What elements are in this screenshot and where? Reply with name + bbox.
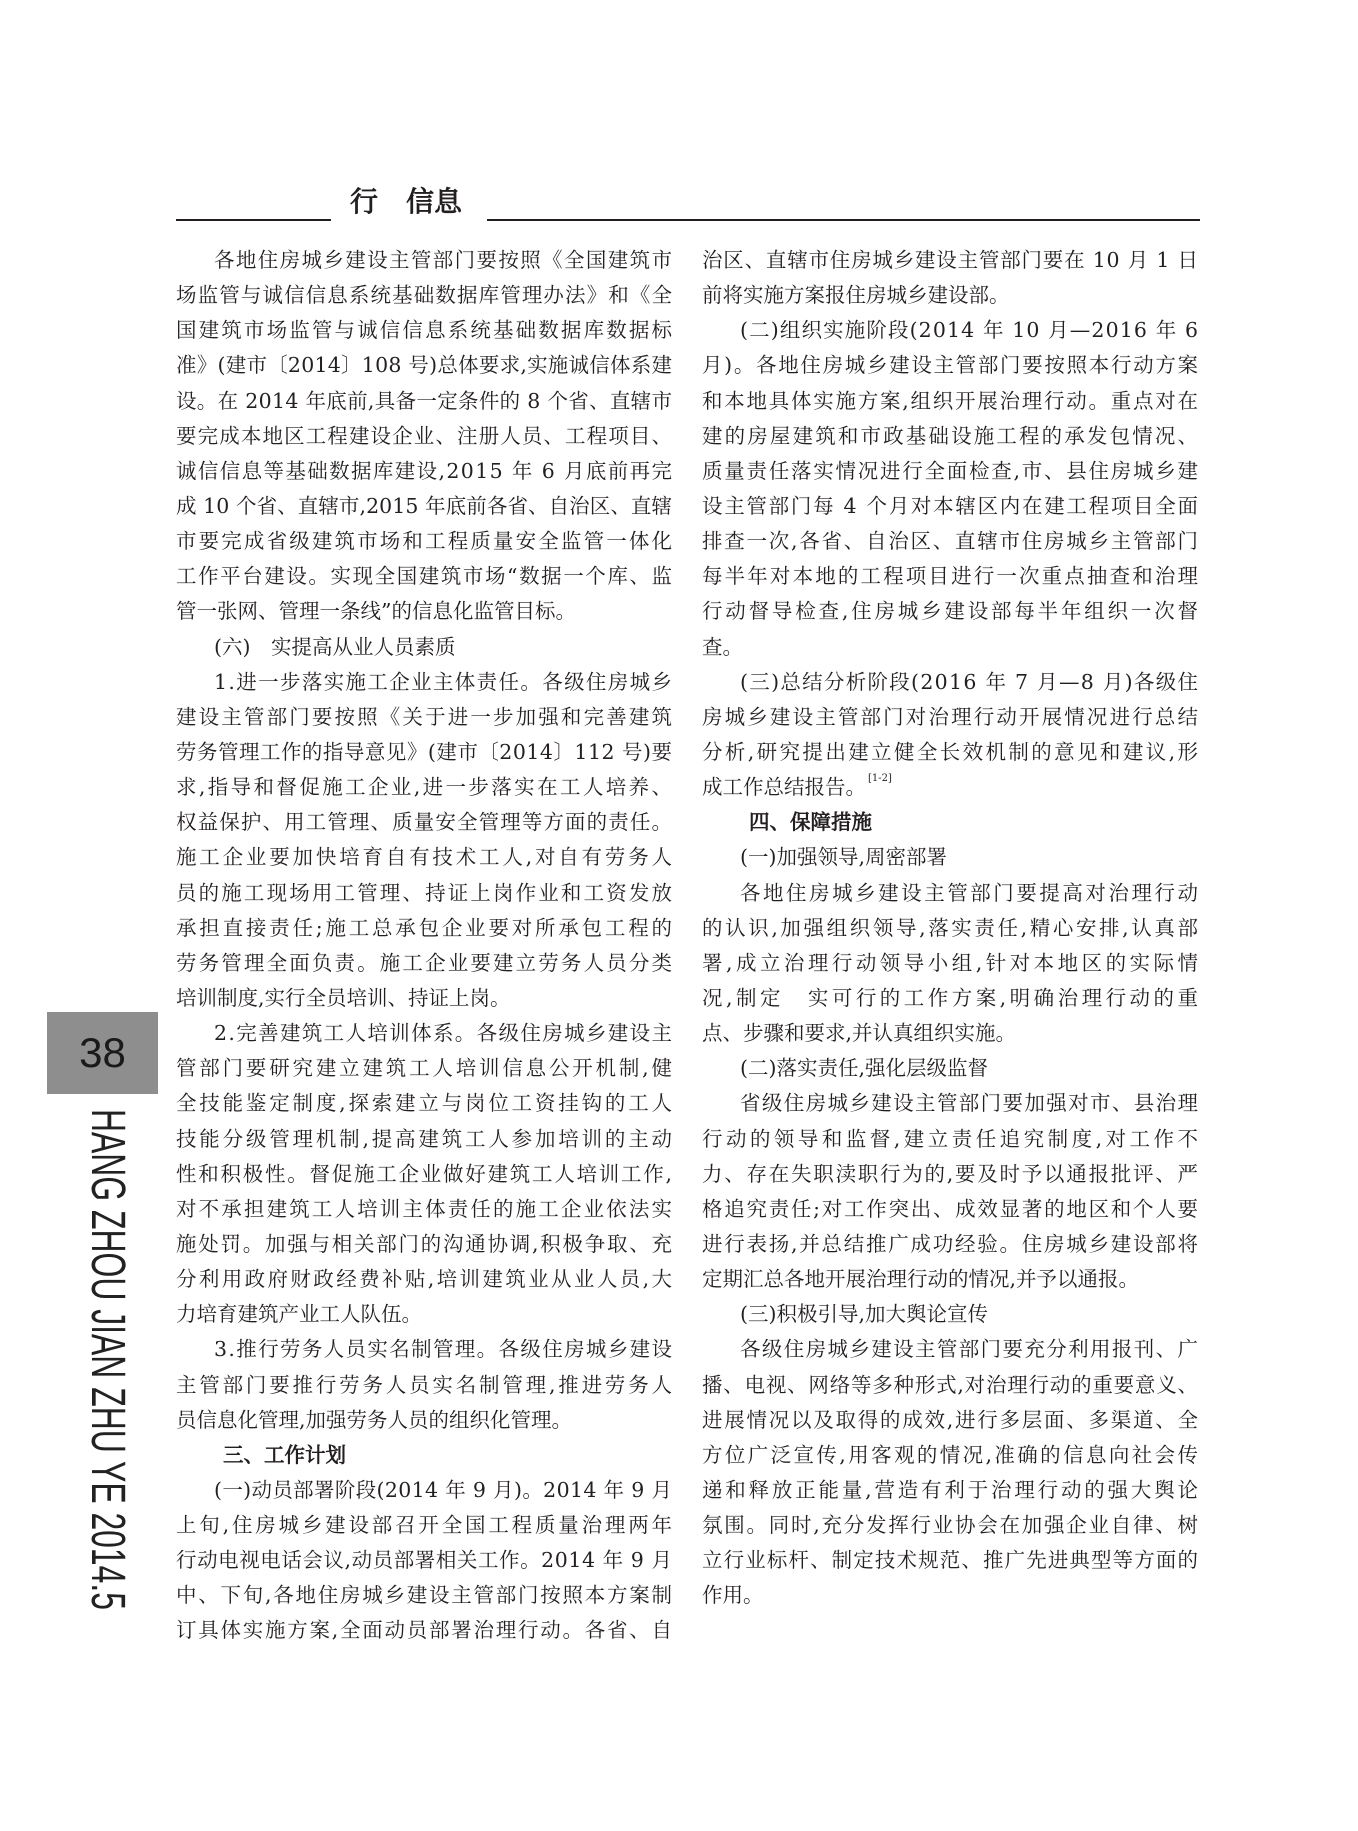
text-line: [702, 981, 1202, 1016]
text-line: [176, 1473, 672, 1508]
line-text: 点、步骤和要求,并认真组织实施。: [702, 1021, 1017, 1046]
line-text: 格追究责任;对工作突出、成效显著的地区和个人要: [702, 1196, 1200, 1221]
text-line: [702, 1227, 1198, 1262]
citation-reference: [1-2]: [868, 773, 892, 785]
line-text: 况,制定 实可行的工作方案,明确治理行动的重: [702, 985, 1202, 1010]
line-text: 场监管与诚信信息系统基础数据库管理办法》和《全: [176, 283, 674, 308]
text-line: [176, 419, 672, 454]
line-text: 设。在 2014 年底前,具备一定条件的 8 个省、直辖市: [176, 388, 673, 413]
text-line: [176, 1051, 675, 1086]
text-line: [176, 911, 675, 946]
text-line: [176, 278, 672, 313]
journal-issue-text: HANG ZHOU JIAN ZHU YE 2014.5: [81, 1109, 134, 1610]
text-line: [702, 946, 1202, 981]
text-line: [702, 1332, 1198, 1367]
line-text: 施处罚。加强与相关部门的沟通协调,积极争取、充: [176, 1231, 674, 1256]
paragraph: [176, 243, 675, 630]
line-text: 要完成本地区工程建设企业、注册人员、工程项目、: [176, 423, 674, 448]
line-text: 国建筑市场监管与诚信信息系统基础数据库数据标: [176, 318, 675, 343]
paragraph: [702, 1086, 1202, 1297]
line-text: 进行表扬,并总结推广成功经验。住房城乡建设部将: [702, 1231, 1200, 1256]
line-text: 氛围。同时,充分发挥行业协会在加强企业自律、树: [702, 1513, 1200, 1538]
text-line: [702, 1368, 1198, 1403]
text-line: [176, 1508, 675, 1543]
line-text: 各地住房城乡建设主管部门要提高对治理行动: [740, 880, 1201, 905]
line-text: 前将实施方案报住房城乡建设部。: [702, 283, 1010, 308]
line-text: 立行业标杆、制定技术规范、推广先进典型等方面的: [702, 1548, 1200, 1573]
text-line: [176, 876, 675, 911]
text-line: [176, 700, 675, 735]
text-line: [176, 1227, 672, 1262]
section-title: 行 信息: [350, 185, 463, 218]
line-text: 2.完善建筑工人培训体系。各级住房城乡建设主: [214, 1021, 674, 1046]
text-line: [702, 770, 1198, 805]
line-text: 员信息化管理,加强劳务人员的组织化管理。: [176, 1407, 573, 1432]
text-line: [176, 735, 672, 770]
text-line: [176, 805, 672, 840]
line-text: 1.进一步落实施工企业主体责任。各级住房城乡: [214, 669, 674, 694]
line-text: 行动的领导和监督,建立责任追究制度,对工作不: [702, 1126, 1202, 1151]
line-text: 对不承担建筑工人培训主体责任的施工企业依法实: [176, 1196, 675, 1221]
subsection-heading: [176, 630, 672, 665]
header-rule-right: [487, 219, 1200, 221]
line-text: 3.推行劳务人员实名制管理。各级住房城乡建设: [214, 1337, 674, 1362]
right-text-column: [702, 243, 1202, 1613]
text-line: [176, 770, 675, 805]
text-line: [702, 489, 1198, 524]
text-line: [176, 665, 672, 700]
vertical-journal-title: [81, 1109, 134, 1610]
text-line: [702, 1403, 1198, 1438]
line-text: 治区、直辖市住房城乡建设主管部门要在 10 月 1 日: [702, 248, 1199, 272]
text-line: [176, 1157, 672, 1192]
text-line: [702, 1016, 1198, 1051]
text-line: [702, 1262, 1198, 1297]
line-text: 准》(建市〔2014〕108 号)总体要求,实施诚信体系建: [176, 353, 673, 378]
text-line: [176, 981, 672, 1016]
text-line: [702, 278, 1198, 313]
line-text: 每半年对本地的工程项目进行一次重点抽查和治理: [702, 564, 1201, 589]
line-text: 各地住房城乡建设主管部门要按照《全国建筑市: [214, 248, 674, 272]
section-heading: [176, 1438, 672, 1473]
line-text: 力、存在失职渎职行为的,要及时予以通报批评、严: [702, 1161, 1200, 1186]
line-text: 求,指导和督促施工企业,进一步落实在工人培养、: [176, 775, 675, 800]
text-line: [702, 665, 1198, 700]
text-line: [702, 876, 1201, 911]
line-text: 成 10 个省、直辖市,2015 年底前各省、自治区、直辖: [176, 493, 673, 518]
line-text: 定期汇总各地开展治理行动的情况,并予以通报。: [702, 1267, 1140, 1292]
text-line: [176, 524, 675, 559]
line-text: 全技能鉴定制度,探索建立与岗位工资挂钩的工人: [176, 1091, 675, 1116]
text-line: [176, 1262, 675, 1297]
text-line: [176, 946, 675, 981]
line-text: 承担直接责任;施工总承包企业要对所承包工程的: [176, 915, 675, 940]
text-line: [702, 348, 1198, 383]
line-text: 中、下旬,各地住房城乡建设主管部门按照本方案制: [176, 1583, 674, 1608]
text-line: [702, 911, 1201, 946]
text-line: [702, 735, 1201, 770]
line-text: 技能分级管理机制,提高建筑工人参加培训的主动: [176, 1126, 675, 1151]
line-text: (三)积极引导,加大舆论宣传: [740, 1302, 989, 1327]
text-line: [702, 559, 1201, 594]
section-heading: [702, 805, 1198, 840]
line-text: 施工企业要加快培育自有技术工人,对自有劳务人: [176, 845, 675, 870]
line-text: (一)加强领导,周密部署: [740, 845, 948, 870]
paragraph: [176, 1016, 675, 1332]
line-text: 四、保障措施: [749, 810, 872, 835]
text-line: [702, 313, 1198, 348]
text-line: [176, 1403, 672, 1438]
text-line: [702, 524, 1198, 559]
line-text: 进展情况以及取得的成效,进行多层面、多渠道、全: [702, 1407, 1200, 1432]
line-text: (三)总结分析阶段(2016 年 7 月—8 月)各级住: [740, 669, 1200, 694]
line-text: 管部门要研究建立建筑工人培训信息公开机制,健: [176, 1056, 675, 1081]
line-text: 作用。: [702, 1583, 764, 1608]
text-line: [702, 1508, 1198, 1543]
text-line: [702, 1157, 1198, 1192]
line-text: 劳务管理工作的指导意见》(建市〔2014〕112 号)要: [176, 739, 673, 764]
line-text: 省级住房城乡建设主管部门要加强对市、县治理: [740, 1091, 1200, 1116]
line-text: 行动电视电话会议,动员部署相关工作。2014 年 9 月: [176, 1548, 673, 1573]
text-line: [176, 1297, 672, 1332]
text-line: [702, 1192, 1198, 1227]
page-number: 38: [79, 1029, 126, 1076]
line-text: 方位广泛宣传,用客观的情况,准确的信息向社会传: [702, 1442, 1201, 1467]
subsection-heading: [702, 1297, 1198, 1332]
text-line: [176, 243, 672, 278]
line-text: 上旬,住房城乡建设部召开全国工程质量治理两年: [176, 1513, 675, 1538]
line-text: 力培育建筑产业工人队伍。: [176, 1302, 422, 1327]
paragraph: [176, 1473, 675, 1649]
text-line: [702, 700, 1201, 735]
line-text: 查。: [702, 634, 743, 659]
text-line: [702, 630, 1198, 665]
text-line: [176, 1543, 672, 1578]
text-line: [176, 1332, 672, 1367]
text-line: [702, 384, 1198, 419]
line-text: 权益保护、用工管理、质量安全管理等方面的责任。: [176, 810, 674, 835]
subsection-heading: [702, 840, 1198, 875]
paragraph: [702, 1332, 1201, 1613]
line-text: 递和释放正能量,营造有利于治理行动的强大舆论: [702, 1477, 1201, 1502]
text-line: [176, 1578, 672, 1613]
paragraph: [702, 665, 1201, 806]
line-text: 工作平台建设。实现全国建筑市场“数据一个库、监: [176, 564, 674, 589]
line-text: 设主管部门每 4 个月对本辖区内在建工程项目全面: [702, 493, 1200, 518]
line-text: 排查一次,各省、自治区、直辖市住房城乡主管部门: [702, 529, 1200, 554]
text-line: [702, 419, 1201, 454]
text-line: [176, 594, 672, 629]
line-text: 各级住房城乡建设主管部门要充分利用报刊、广: [740, 1337, 1200, 1362]
paragraph: [702, 243, 1198, 313]
line-text: (二)组织实施阶段(2014 年 10 月—2016 年 6: [740, 318, 1200, 343]
text-line: [702, 1578, 1198, 1613]
header-rule-left: [176, 219, 331, 221]
line-text: 播、电视、网络等多种形式,对治理行动的重要意义、: [702, 1372, 1199, 1397]
page-number-box: [47, 1012, 158, 1094]
line-text: 主管部门要推行劳务人员实名制管理,推进劳务人: [176, 1372, 675, 1397]
line-text: 行动督导检查,住房城乡建设部每半年组织一次督: [702, 599, 1201, 624]
line-text: 署,成立治理行动领导小组,针对本地区的实际情: [702, 950, 1202, 975]
line-text: 和本地具体实施方案,组织开展治理行动。重点对在: [702, 388, 1200, 413]
line-text: 建的房屋建筑和市政基础设施工程的承发包情况、: [702, 423, 1201, 448]
line-text: (一)动员部署阶段(2014 年 9 月)。2014 年 9 月: [214, 1477, 673, 1502]
line-text: (六) 实提高从业人员素质: [214, 634, 456, 659]
text-line: [702, 1543, 1198, 1578]
text-line: [176, 348, 672, 383]
text-line: [176, 1192, 675, 1227]
line-text: 房城乡建设主管部门对治理行动开展情况进行总结: [702, 704, 1201, 729]
text-line: [176, 489, 672, 524]
text-line: [176, 1016, 672, 1051]
text-line: [176, 384, 672, 419]
paragraph: [702, 876, 1202, 1052]
text-line: [702, 1086, 1198, 1121]
line-text: 的认识,加强组织领导,落实责任,精心安排,认真部: [702, 915, 1201, 940]
text-line: [702, 1473, 1201, 1508]
line-text: 建设主管部门要按照《关于进一步加强和完善建筑: [176, 704, 675, 729]
line-text: 分利用政府财政经费补贴,培训建筑业从业人员,大: [176, 1267, 675, 1292]
line-text: 性和积极性。督促施工企业做好建筑工人培训工作,: [176, 1161, 674, 1186]
text-line: [176, 1122, 675, 1157]
line-text: 月)。各地住房城乡建设主管部门要按照本行动方案: [702, 353, 1200, 378]
text-line: [702, 243, 1198, 278]
text-line: [702, 1438, 1201, 1473]
text-line: [176, 313, 675, 348]
paragraph: [702, 313, 1201, 664]
line-text: 市要完成省级建筑市场和工程质量安全监管一体化: [176, 529, 675, 554]
line-text: 分析,研究提出建立健全长效机制的意见和建议,形: [702, 739, 1201, 764]
line-text: 员的施工现场用工管理、持证上岗作业和工资发放: [176, 880, 675, 905]
paragraph: [176, 665, 675, 1016]
text-line: [176, 1086, 675, 1121]
line-text: 三、工作计划: [223, 1442, 346, 1467]
line-text: 诚信信息等基础数据库建设,2015 年 6 月底前再完: [176, 458, 674, 483]
subsection-heading: [702, 1051, 1198, 1086]
line-text: 质量责任落实情况进行全面检查,市、县住房城乡建: [702, 458, 1200, 483]
text-line: [176, 559, 672, 594]
text-line: [702, 454, 1198, 489]
left-text-column: [176, 243, 675, 1649]
line-text: (二)落实责任,强化层级监督: [740, 1056, 989, 1081]
line-text: 劳务管理全面负责。施工企业要建立劳务人员分类: [176, 950, 675, 975]
line-text: 管一张网、管理一条线”的信息化监管目标。: [176, 599, 576, 624]
text-line: [176, 1368, 675, 1403]
text-line: [176, 840, 675, 875]
line-text: 培训制度,实行全员培训、持证上岗。: [176, 985, 511, 1010]
text-line: [176, 454, 672, 489]
paragraph: [176, 1332, 675, 1437]
line-text: 成工作总结报告。: [702, 775, 866, 800]
text-line: [176, 1613, 672, 1648]
line-text: 订具体实施方案,全面动员部署治理行动。各省、自: [176, 1618, 674, 1643]
text-line: [702, 594, 1201, 629]
text-line: [702, 1122, 1202, 1157]
